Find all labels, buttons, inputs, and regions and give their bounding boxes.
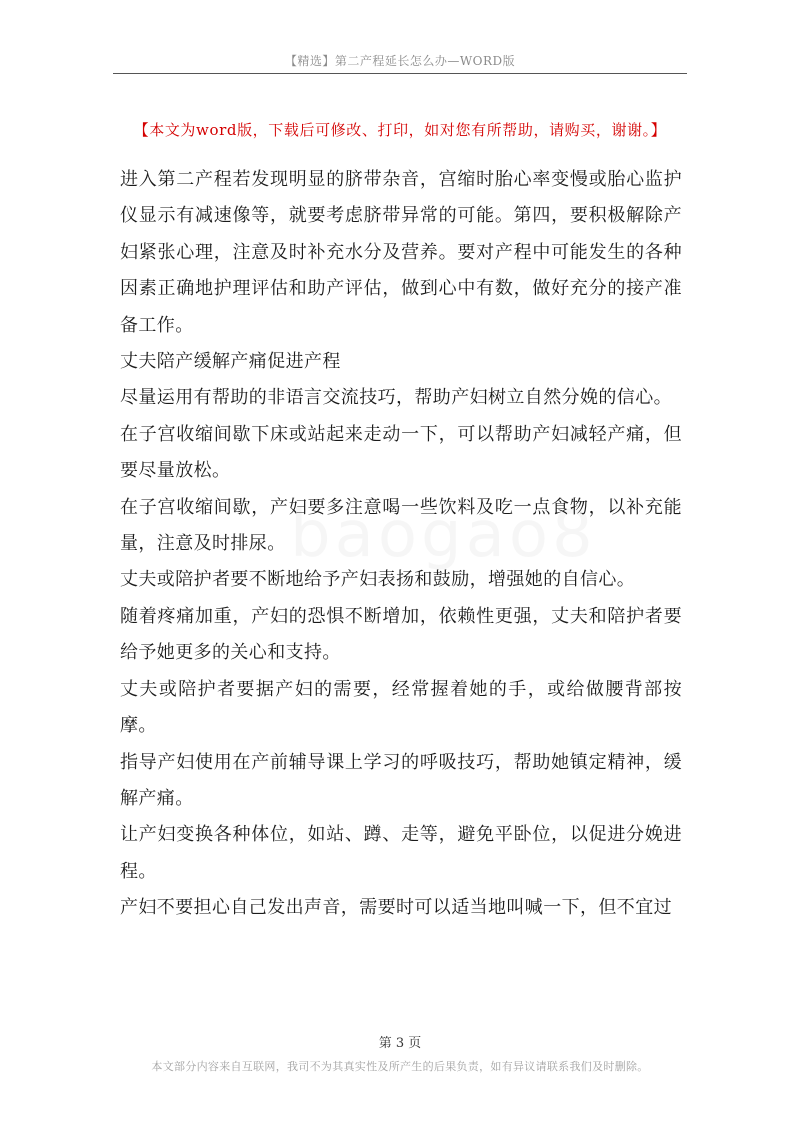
download-notice: 【本文为word版，下载后可修改、打印，如对您有所帮助，请购买，谢谢。】 <box>133 121 667 139</box>
body-text <box>120 162 682 927</box>
footer-disclaimer: 本文部分内容来自互联网，我司不为其真实性及所产生的后果负责，如有异议请联系我们及时删除。 <box>151 1060 649 1073</box>
page-number: 第 3 页 <box>378 1036 422 1051</box>
section-heading: 丈夫陪产缓解产痛促进产程 <box>120 351 341 373</box>
paragraph: 指导产妇使用在产前辅导课上学习的呼吸技巧，帮助她镇定精神，缓解产痛。 <box>120 751 682 809</box>
paragraph: 随着疼痛加重，产妇的恐惧不断增加，依赖性更强，丈夫和陪护者要给予她更多的关心和支持。 <box>120 605 682 664</box>
paragraph: 丈夫或陪护者要不断地给予产妇表扬和鼓励，增强她的自信心。 <box>120 569 636 591</box>
paragraph: 产妇不要担心自己发出声音，需要时可以适当地叫喊一下，但不宜过 <box>120 897 672 919</box>
header-divider <box>113 73 687 74</box>
paragraph: 丈夫或陪护者要据产妇的需要，经常握着她的手，或给做腰背部按摩。 <box>120 678 682 737</box>
paragraph: 在子宫收缩间歇，产妇要多注意喝一些饮料及吃一点食物，以补充能量，注意及时排尿。 <box>120 496 682 555</box>
paragraph: 进入第二产程若发现明显的脐带杂音，宫缩时胎心率变慢或胎心监护仪显示有减速像等，就要考虑脐带异常的可能。第四，要积极解除产妇紧张心理，注意及时补充水分及营养。要对产程中可能发生的各种因素正确地护理评估和助产评估，做到心中有数，做好充分的接产准备工作。 <box>120 169 682 336</box>
paragraph: 让产妇变换各种体位，如站、蹲、走等，避免平卧位，以促进分娩进程。 <box>120 824 682 882</box>
paragraph: 在子宫收缩间歇下床或站起来走动一下，可以帮助产妇减轻产痛，但要尽量放松。 <box>120 423 682 482</box>
page-header-title: 【精选】第二产程延长怎么办—WORD版 <box>284 54 516 68</box>
paragraph: 尽量运用有帮助的非语言交流技巧，帮助产妇树立自然分娩的信心。 <box>120 387 672 409</box>
